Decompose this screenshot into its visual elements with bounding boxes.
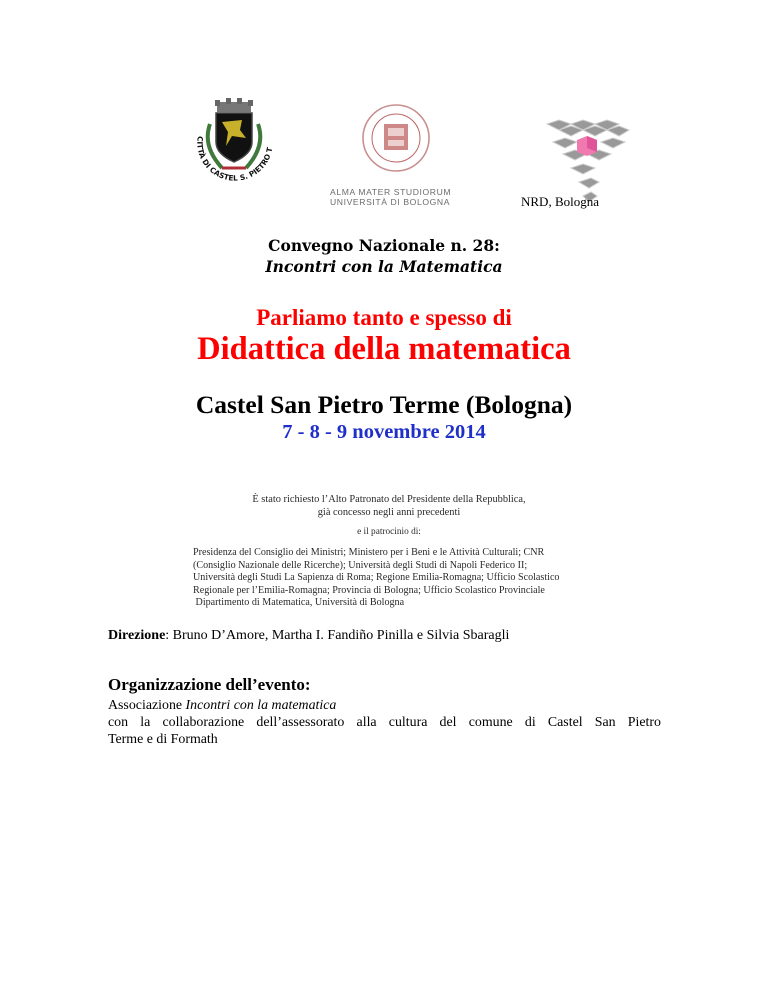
- unibo-line-2: UNIVERSITÀ DI BOLOGNA: [330, 197, 451, 207]
- nrd-caption: NRD, Bologna: [521, 194, 599, 209]
- convegno-title: Convegno Nazionale n. 28:: [268, 236, 500, 255]
- event-place: Castel San Pietro Terme (Bologna): [195, 390, 573, 419]
- patronage-list-item: (Consiglio Nazionale delle Ricerche); Università degli Studi di Napoli Federico II;: [193, 559, 528, 571]
- direzione: [108, 628, 509, 644]
- organizzazione-title: Organizzazione dell’evento:: [108, 675, 311, 694]
- association-line: [108, 697, 661, 714]
- patronage-list: [193, 547, 585, 610]
- association-prefix: Associazione: [108, 698, 186, 713]
- castel-san-pietro-logo: [186, 96, 284, 196]
- theme-line-1: Parliamo tanto e spesso di: [256, 305, 512, 330]
- patronage-line-1: È stato richiesto l’Alto Patronato del Presidente della Repubblica,: [252, 494, 526, 505]
- patronage-intro: e il patrocinio di:: [357, 527, 421, 537]
- nrd-logo: [541, 118, 633, 204]
- castel-logo-text: CITTÀ DI CASTEL S. PIETRO T: [195, 135, 275, 183]
- event-dates: 7 - 8 - 9 novembre 2014: [282, 421, 486, 443]
- organizzazione-body: [108, 697, 661, 748]
- collaboration-line-2: Terme e di Formath: [108, 732, 218, 747]
- theme-line-2: Didattica della matematica: [197, 331, 571, 367]
- university-bologna-logo: [330, 100, 460, 206]
- collaboration-line-1: con la collaborazione dell’assessorato alla cultura del comune di Castel San Pietro: [108, 715, 661, 730]
- patronage-list-item: Regionale per l’Emilia-Romagna; Provincia di Bologna; Ufficio Scolastico Provinciale: [193, 584, 545, 596]
- convegno-subtitle: Incontri con la Matematica: [265, 257, 503, 276]
- patronage-list-item: Dipartimento di Matematica, Università di Bologna: [193, 597, 405, 609]
- association-name: Incontri con la matematica: [185, 698, 337, 713]
- patronage-list-item: Presidenza del Consiglio dei Ministri; Ministero per i Beni e le Attività Culturali; CNR: [193, 547, 545, 558]
- patronage-line-2: già concesso negli anni precedenti: [317, 507, 461, 518]
- patronage-list-item: Università degli Studi La Sapienza di Roma; Regione Emilia-Romagna; Ufficio Scolastico: [193, 572, 560, 584]
- patronage-block: [193, 493, 585, 617]
- direzione-label: Direzione: [108, 628, 166, 643]
- direzione-names: : Bruno D’Amore, Martha I. Fandiño Pinilla e Silvia Sbaragli: [165, 628, 510, 643]
- unibo-line-1: ALMA MATER STUDIORUM: [330, 187, 452, 197]
